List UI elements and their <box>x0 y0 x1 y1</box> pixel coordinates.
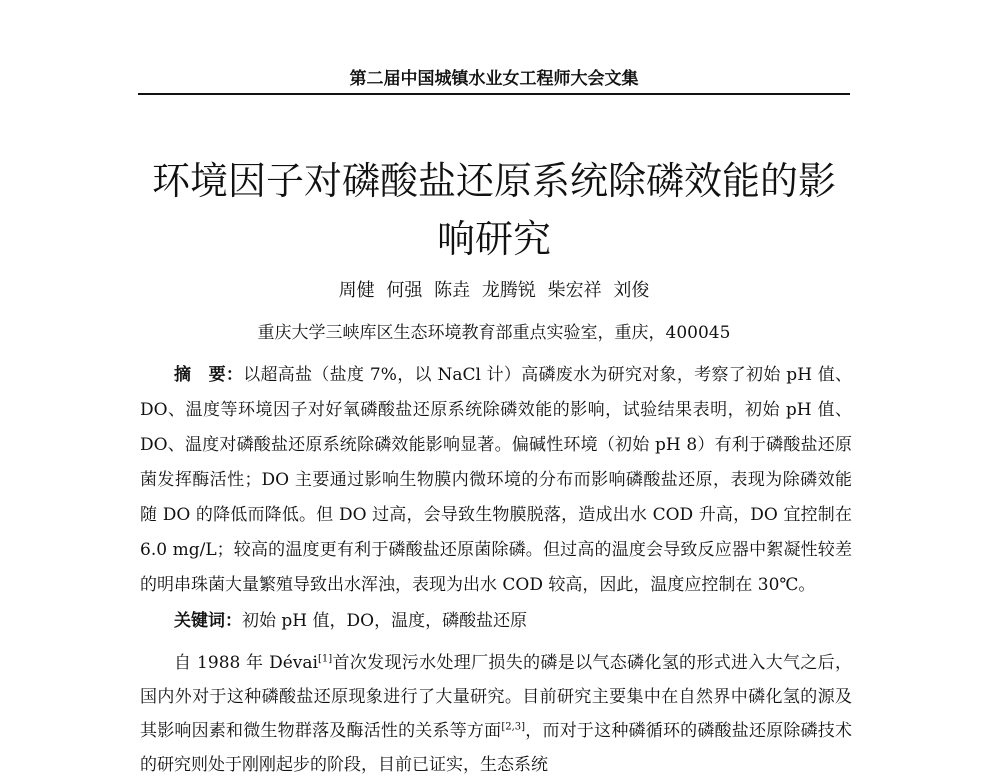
abstract-text: 以超高盐（盐度 7%，以 NaCl 计）高磷废水为研究对象，考察了初始 pH 值、DO、温度等环境因子对好氧磷酸盐还原系统除磷效能的影响，试验结果表明，初始 pH 值、DO、温度对磷酸盐还原系统除磷效能影响显著。偏碱性环境（初始 pH 8）有利于磷酸盐还原菌发挥酶活性；DO 主要通过影响生物膜内微环境的分布而影响磷酸盐还原，表现为除磷效能随 DO 的降低而降低。但 DO 过高，会导致生物膜脱落，造成出水 COD 升高，DO 宜控制在 6.0 mg/L；较高的温度更有利于磷酸盐还原菌除磷。但过高的温度会导致反应器中絮凝性较差的明串珠菌大量繁殖导致出水浑浊，表现为出水 COD 较高，因此，温度应控制在 30℃。 <box>140 365 853 595</box>
citation: [2,3] <box>501 721 526 733</box>
author: 刘俊 <box>613 280 650 301</box>
author: 龙腾锐 <box>481 280 536 301</box>
paper-title: 环境因子对磷酸盐还原系统除磷效能的影响研究 <box>151 159 836 261</box>
author: 柴宏祥 <box>547 280 602 301</box>
intro-text: ，而对于这种磷循环的磷酸盐还原除磷技术的研究则处于刚刚起步的阶段，目前已证实，生态系统 <box>140 721 853 775</box>
header-rule <box>138 93 850 95</box>
author: 陈垚 <box>434 280 471 301</box>
running-header: 第二届中国城镇水业女工程师大会文集 <box>349 69 639 89</box>
author: 何强 <box>386 280 423 301</box>
intro-text: 自 1988 年 Dévai <box>174 653 318 673</box>
affiliation: 重庆大学三峡库区生态环境教育部重点实验室，重庆，400045 <box>257 323 731 343</box>
intro-text: 首次发现污水处理厂损失的磷是以气态磷化氢的形式进入大气之后，国内外对于这种磷酸盐还原现象进行了大量研究。目前研究主要集中在自然界中磷化氢的源及其影响因素和微生物群落及酶活性的关系等方面 <box>140 653 852 741</box>
citation: [1] <box>317 653 333 665</box>
author: 周健 <box>338 280 375 301</box>
keywords <box>174 606 854 631</box>
intro-paragraph <box>140 646 852 782</box>
author-list <box>138 276 850 302</box>
abstract <box>140 358 852 603</box>
keywords-text: 初始 pH 值，DO，温度，磷酸盐还原 <box>242 611 528 631</box>
keywords-label: 关键词： <box>174 611 242 631</box>
abstract-label: 摘 要： <box>174 365 244 385</box>
